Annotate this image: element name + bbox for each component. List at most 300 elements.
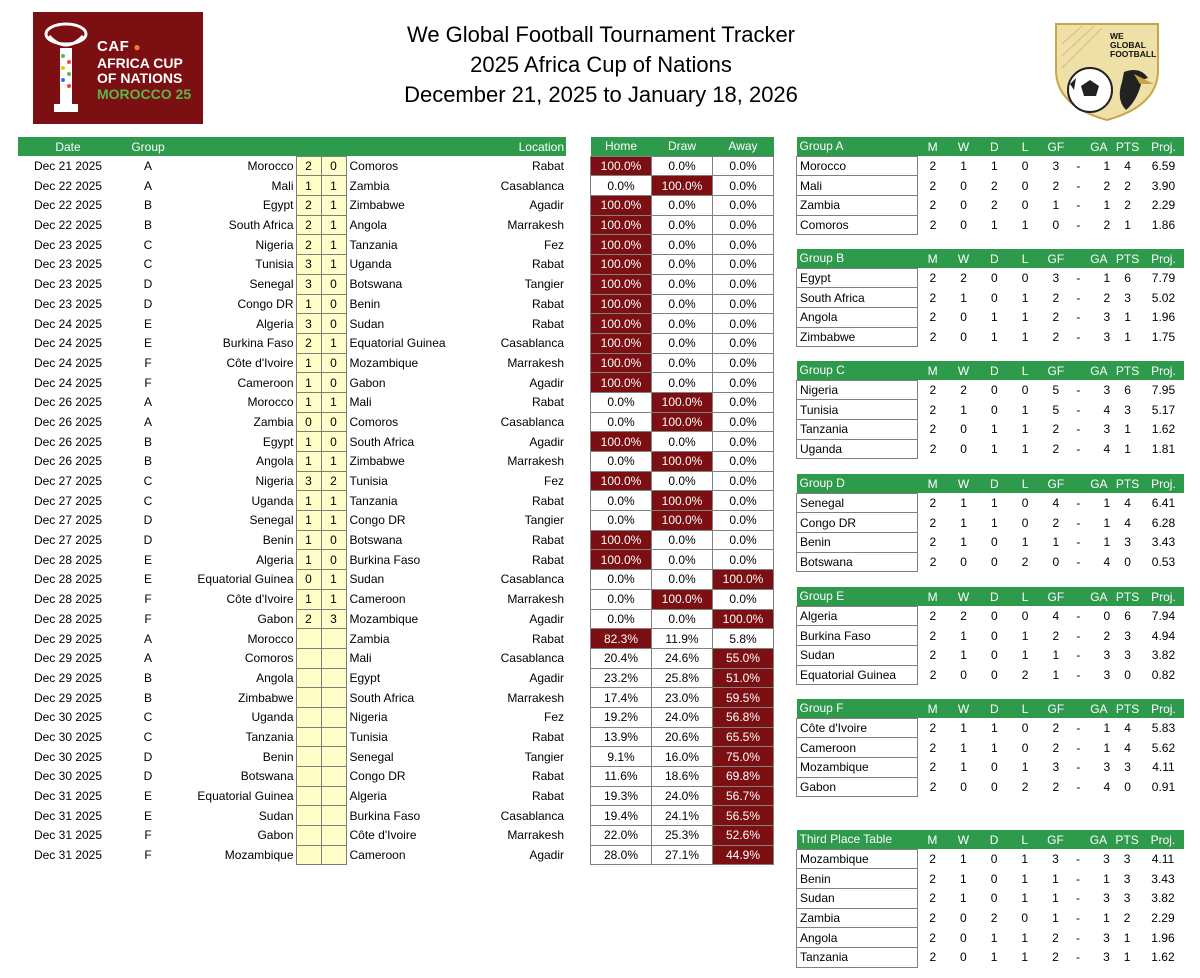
away-win-probability: 0.0% xyxy=(713,156,774,176)
draws: 1 xyxy=(990,218,998,233)
draw-probability: 0.0% xyxy=(652,255,713,275)
wins-header: W xyxy=(948,474,979,493)
home-score: 1 xyxy=(296,373,321,393)
points: 1 xyxy=(1124,218,1131,233)
draw-probability: 24.0% xyxy=(652,707,713,727)
wins: 1 xyxy=(960,740,967,755)
table-row xyxy=(591,707,774,727)
title-line-3: December 21, 2025 to January 18, 2026 xyxy=(404,82,798,107)
match-group: A xyxy=(143,159,152,174)
losses: 1 xyxy=(1021,310,1029,325)
home-score: 1 xyxy=(296,550,321,570)
home-team: Uganda xyxy=(251,710,294,725)
table-row xyxy=(797,777,1185,797)
points: 4 xyxy=(1124,159,1131,174)
table-row xyxy=(797,493,1185,513)
draw-probability: 0.0% xyxy=(652,333,713,353)
home-team: Comoros xyxy=(244,651,294,666)
match-group: A xyxy=(143,395,152,410)
matches-played: 2 xyxy=(929,628,937,643)
matches-played: 2 xyxy=(929,271,937,286)
table-row xyxy=(18,333,566,353)
match-date: Dec 27 2025 xyxy=(33,513,103,528)
draws: 0 xyxy=(990,628,998,643)
table-row xyxy=(18,648,566,668)
group-table xyxy=(796,137,1184,235)
projected-points: 0.82 xyxy=(1151,668,1176,683)
points: 0 xyxy=(1124,668,1131,683)
match-group: F xyxy=(144,355,152,370)
title-line-2: 2025 Africa Cup of Nations xyxy=(470,52,732,77)
goal-separator: - xyxy=(1076,609,1081,624)
home-win-probability: 100.0% xyxy=(591,353,652,373)
draw-probability: 11.9% xyxy=(652,629,713,649)
home-win-probability: 17.4% xyxy=(591,688,652,708)
away-team: Congo DR xyxy=(349,513,406,528)
draws: 0 xyxy=(990,555,998,570)
table-row xyxy=(591,806,774,826)
points: 2 xyxy=(1123,911,1131,926)
goals-for-header: GF xyxy=(1040,587,1071,606)
losses-header: L xyxy=(1010,587,1041,606)
away-score: 0 xyxy=(321,314,346,334)
table-row xyxy=(797,533,1185,553)
losses: 0 xyxy=(1021,740,1029,755)
draws-header: D xyxy=(979,137,1010,156)
projected-points-header: Proj. xyxy=(1143,699,1184,718)
team-name: Benin xyxy=(797,533,918,553)
table-row xyxy=(18,432,566,452)
wins-header: W xyxy=(948,249,979,268)
match-date: Dec 22 2025 xyxy=(33,198,103,213)
table-row xyxy=(18,196,566,216)
table-row xyxy=(591,530,774,550)
away-team: Cameroon xyxy=(349,592,406,607)
table-row xyxy=(18,294,566,314)
goal-separator: - xyxy=(1076,218,1081,233)
points: 1 xyxy=(1123,930,1131,945)
away-team: Sudan xyxy=(349,316,385,331)
away-win-probability: 0.0% xyxy=(713,274,774,294)
draws-header: D xyxy=(979,699,1010,718)
draw-probability: 100.0% xyxy=(652,452,713,472)
home-team: Algeria xyxy=(256,552,294,567)
match-group: B xyxy=(143,454,152,469)
group-table xyxy=(796,830,1184,968)
goal-separator: - xyxy=(1075,852,1080,867)
away-win-probability: 0.0% xyxy=(713,491,774,511)
table-row xyxy=(797,513,1185,533)
away-win-probability: 100.0% xyxy=(713,570,774,590)
match-date: Dec 23 2025 xyxy=(33,296,103,311)
home-score xyxy=(296,845,321,865)
points: 3 xyxy=(1123,852,1131,867)
match-date: Dec 29 2025 xyxy=(33,631,103,646)
points: 1 xyxy=(1124,422,1131,437)
away-win-probability: 0.0% xyxy=(713,530,774,550)
wins: 1 xyxy=(960,290,967,305)
home-team: Morocco xyxy=(247,159,294,174)
draws-header: D xyxy=(979,249,1010,268)
match-date: Dec 26 2025 xyxy=(33,395,103,410)
away-score: 1 xyxy=(321,196,346,216)
goals-for-header: GF xyxy=(1040,137,1071,156)
table-row xyxy=(18,707,566,727)
projected-points: 7.94 xyxy=(1151,609,1176,624)
match-group: B xyxy=(143,690,152,705)
goal-separator: - xyxy=(1076,442,1081,457)
draw-probability: 20.6% xyxy=(652,727,713,747)
table-row xyxy=(591,727,774,747)
goals-against: 0 xyxy=(1103,609,1111,624)
draws: 0 xyxy=(990,290,998,305)
matches-played: 2 xyxy=(929,780,937,795)
goals-against: 1 xyxy=(1103,721,1111,736)
away-team: Gabon xyxy=(349,375,386,390)
points: 3 xyxy=(1124,535,1131,550)
table-row xyxy=(591,294,774,314)
header-spacer xyxy=(1071,587,1085,606)
match-date: Dec 23 2025 xyxy=(33,277,103,292)
matches-played: 2 xyxy=(929,891,936,906)
goals-against: 3 xyxy=(1103,310,1111,325)
away-score: 1 xyxy=(321,570,346,590)
draws: 2 xyxy=(990,178,998,193)
draws: 1 xyxy=(990,721,998,736)
away-score: 0 xyxy=(321,412,346,432)
table-row xyxy=(591,314,774,334)
goals-for: 2 xyxy=(1052,178,1060,193)
group-header-row xyxy=(797,137,1185,156)
home-win-probability: 100.0% xyxy=(591,333,652,353)
table-row xyxy=(18,511,566,531)
table-row xyxy=(591,373,774,393)
table-row xyxy=(18,471,566,491)
group-table xyxy=(796,361,1184,459)
projected-points: 1.81 xyxy=(1151,442,1176,457)
projected-points: 7.95 xyxy=(1151,383,1176,398)
draws: 0 xyxy=(990,402,998,417)
away-score: 3 xyxy=(321,609,346,629)
wins: 1 xyxy=(960,535,967,550)
table-row xyxy=(591,215,774,235)
points: 3 xyxy=(1124,648,1131,663)
header-spacer xyxy=(1071,699,1085,718)
home-score: 2 xyxy=(296,215,321,235)
points: 6 xyxy=(1124,609,1131,624)
losses: 1 xyxy=(1021,930,1029,945)
home-score: 2 xyxy=(296,196,321,216)
wins-header: W xyxy=(948,830,979,849)
match-group: C xyxy=(143,257,153,272)
draws: 0 xyxy=(990,871,998,886)
away-team: Mali xyxy=(349,395,372,410)
home-score: 0 xyxy=(296,412,321,432)
matches-played: 2 xyxy=(929,740,937,755)
table-row xyxy=(18,826,566,846)
matches-played: 2 xyxy=(929,852,936,867)
goals-for: 4 xyxy=(1052,609,1060,624)
team-name: Mozambique xyxy=(797,849,918,869)
match-location: Fez xyxy=(543,474,564,489)
goal-separator: - xyxy=(1076,780,1081,795)
table-row xyxy=(591,274,774,294)
points: 3 xyxy=(1124,760,1131,775)
match-location: Agadir xyxy=(529,198,564,213)
group-name: Group B xyxy=(797,249,918,268)
home-score xyxy=(296,806,321,826)
match-date: Dec 26 2025 xyxy=(33,434,103,449)
match-location: Rabat xyxy=(531,631,564,646)
team-name: Benin xyxy=(797,869,918,889)
losses: 2 xyxy=(1021,668,1029,683)
match-location: Rabat xyxy=(531,493,564,508)
team-name: Mali xyxy=(797,176,918,196)
team-name: Algeria xyxy=(797,606,918,626)
home-team: Benin xyxy=(262,533,294,548)
matches-played: 2 xyxy=(929,721,937,736)
goal-separator: - xyxy=(1076,535,1081,550)
draw-probability: 24.1% xyxy=(652,806,713,826)
table-row xyxy=(591,570,774,590)
points: 1 xyxy=(1124,442,1131,457)
draws: 2 xyxy=(990,911,998,926)
draw-probability: 0.0% xyxy=(652,353,713,373)
goals-for: 2 xyxy=(1052,330,1060,345)
away-team: Botswana xyxy=(349,533,403,548)
wins: 0 xyxy=(960,911,967,926)
wins: 0 xyxy=(960,310,967,325)
home-win-probability: 100.0% xyxy=(591,215,652,235)
goals-for: 3 xyxy=(1052,271,1060,286)
team-name: Tanzania xyxy=(797,420,918,440)
away-score: 0 xyxy=(321,294,346,314)
goal-separator: - xyxy=(1076,496,1081,511)
home-team: Tanzania xyxy=(245,729,294,744)
draws: 0 xyxy=(990,760,998,775)
table-row xyxy=(591,176,774,196)
goal-separator: - xyxy=(1076,648,1081,663)
away-win-probability: 55.0% xyxy=(713,648,774,668)
points-header: PTS xyxy=(1112,830,1143,849)
away-team: Zimbabwe xyxy=(349,198,405,213)
goals-against: 1 xyxy=(1103,911,1110,926)
logo-line-3: MOROCCO 25 xyxy=(97,86,192,102)
table-row xyxy=(18,353,566,373)
match-group: E xyxy=(143,336,152,351)
matches-header: M xyxy=(917,137,948,156)
match-location: Rabat xyxy=(531,729,564,744)
home-win-probability: 20.4% xyxy=(591,648,652,668)
table-row xyxy=(797,196,1185,216)
goal-separator: - xyxy=(1076,178,1081,193)
match-location: Rabat xyxy=(531,552,564,567)
draw-probability: 16.0% xyxy=(652,747,713,767)
match-location: Tangier xyxy=(524,513,564,528)
table-row xyxy=(591,747,774,767)
match-probabilities-table xyxy=(590,137,774,865)
away-team: Mozambique xyxy=(349,355,419,370)
home-win-probability: 11.6% xyxy=(591,767,652,787)
draws: 0 xyxy=(990,780,998,795)
draws-header: D xyxy=(979,587,1010,606)
wins: 1 xyxy=(960,852,967,867)
away-team: South Africa xyxy=(349,434,415,449)
match-group: D xyxy=(143,513,153,528)
goals-for: 2 xyxy=(1052,721,1060,736)
wins: 2 xyxy=(960,271,967,286)
away-score xyxy=(321,786,346,806)
match-group: B xyxy=(143,198,152,213)
away-team: Côte d'Ivoire xyxy=(349,828,417,843)
table-row xyxy=(797,176,1185,196)
projected-points: 5.17 xyxy=(1151,402,1176,417)
home-team: Congo DR xyxy=(237,296,294,311)
match-date: Dec 31 2025 xyxy=(33,848,103,863)
away-team: Comoros xyxy=(349,414,399,429)
matches-played: 2 xyxy=(929,760,937,775)
home-score xyxy=(296,767,321,787)
projected-points: 1.96 xyxy=(1151,930,1175,945)
home-score xyxy=(296,648,321,668)
caf-wordmark: CAF ● xyxy=(97,38,142,55)
draws: 0 xyxy=(990,271,998,286)
away-win-probability: 0.0% xyxy=(713,196,774,216)
wins: 0 xyxy=(960,930,967,945)
home-team: Burkina Faso xyxy=(222,336,294,351)
away-team: Algeria xyxy=(349,789,387,804)
goals-against: 1 xyxy=(1103,271,1111,286)
points: 4 xyxy=(1124,721,1131,736)
away-team: Congo DR xyxy=(349,769,406,784)
table-row xyxy=(18,845,566,865)
draws: 0 xyxy=(990,535,998,550)
wins: 0 xyxy=(960,330,967,345)
home-win-probability: 100.0% xyxy=(591,156,652,176)
points: 3 xyxy=(1123,891,1131,906)
wins: 0 xyxy=(960,555,967,570)
home-win-probability: 100.0% xyxy=(591,274,652,294)
away-score: 1 xyxy=(321,452,346,472)
home-score xyxy=(296,826,321,846)
away-win-probability: 0.0% xyxy=(713,255,774,275)
draw-probability: 0.0% xyxy=(652,235,713,255)
losses: 0 xyxy=(1021,496,1029,511)
goals-against: 1 xyxy=(1103,496,1111,511)
losses: 1 xyxy=(1021,760,1029,775)
draw-probability: 0.0% xyxy=(652,196,713,216)
team-name: Zimbabwe xyxy=(797,327,918,347)
losses: 1 xyxy=(1021,852,1029,867)
draw-probability: 25.8% xyxy=(652,668,713,688)
goals-for-header: GF xyxy=(1040,474,1071,493)
team-name: Sudan xyxy=(797,889,918,909)
home-score: 2 xyxy=(296,609,321,629)
losses-header: L xyxy=(1010,699,1041,718)
matches-played: 2 xyxy=(929,402,937,417)
table-row xyxy=(591,353,774,373)
table-row xyxy=(591,845,774,865)
table-row xyxy=(797,215,1185,235)
goal-separator: - xyxy=(1076,668,1081,683)
away-team: Comoros xyxy=(349,159,399,174)
match-location: Agadir xyxy=(529,848,564,863)
away-team: Tanzania xyxy=(349,237,398,252)
points: 3 xyxy=(1123,871,1131,886)
home-team: Mali xyxy=(271,178,294,193)
points: 4 xyxy=(1124,740,1131,755)
matches-played: 2 xyxy=(929,950,937,965)
goals-for: 2 xyxy=(1052,740,1060,755)
projected-points: 1.86 xyxy=(1151,218,1176,233)
goals-for-header: GF xyxy=(1040,699,1071,718)
goal-separator: - xyxy=(1076,271,1081,286)
group-table xyxy=(796,474,1184,572)
home-team: Nigeria xyxy=(255,474,294,489)
match-date: Dec 30 2025 xyxy=(33,749,103,764)
goal-separator: - xyxy=(1076,555,1081,570)
title-line-1: We Global Football Tournament Tracker xyxy=(406,22,796,47)
team-name: South Africa xyxy=(797,288,918,308)
draws: 0 xyxy=(990,383,998,398)
draws: 1 xyxy=(990,330,998,345)
match-location: Casablanca xyxy=(500,336,564,351)
away-team: Sudan xyxy=(349,572,385,587)
logo-line-1: AFRICA CUP xyxy=(97,55,183,71)
away-team: Zambia xyxy=(349,178,390,193)
goals-against: 1 xyxy=(1103,515,1111,530)
home-score xyxy=(296,688,321,708)
home-score: 1 xyxy=(296,491,321,511)
goal-separator: - xyxy=(1075,930,1080,945)
table-row xyxy=(797,626,1185,646)
losses: 1 xyxy=(1021,648,1029,663)
home-win-probability: 19.3% xyxy=(591,786,652,806)
away-win-probability: 100.0% xyxy=(713,609,774,629)
draws-header: D xyxy=(979,474,1010,493)
away-team: Cameroon xyxy=(349,848,406,863)
goals-against: 1 xyxy=(1103,535,1111,550)
wins-header: W xyxy=(948,361,979,380)
goals-for: 1 xyxy=(1052,198,1060,213)
trophy-icon xyxy=(43,20,89,118)
table-row xyxy=(797,869,1184,889)
table-row xyxy=(797,718,1185,738)
group-header-row xyxy=(797,587,1185,606)
projected-points: 3.43 xyxy=(1151,871,1175,886)
match-date: Dec 29 2025 xyxy=(33,670,103,685)
goals-against: 2 xyxy=(1103,178,1111,193)
wins: 2 xyxy=(960,609,967,624)
goals-for: 2 xyxy=(1052,422,1060,437)
goals-for: 2 xyxy=(1052,930,1059,945)
losses: 0 xyxy=(1021,515,1029,530)
table-row xyxy=(797,606,1185,626)
away-win-probability: 0.0% xyxy=(713,471,774,491)
away-score xyxy=(321,688,346,708)
wins: 0 xyxy=(960,218,967,233)
team-name: Angola xyxy=(797,928,918,948)
wins: 1 xyxy=(960,159,967,174)
table-row xyxy=(18,215,566,235)
team-name: Tanzania xyxy=(797,948,918,968)
goal-separator: - xyxy=(1076,515,1081,530)
goals-for: 4 xyxy=(1052,496,1060,511)
match-group: C xyxy=(143,710,153,725)
draws-header: D xyxy=(979,361,1010,380)
table-row xyxy=(591,235,774,255)
away-team: Mali xyxy=(349,651,372,666)
